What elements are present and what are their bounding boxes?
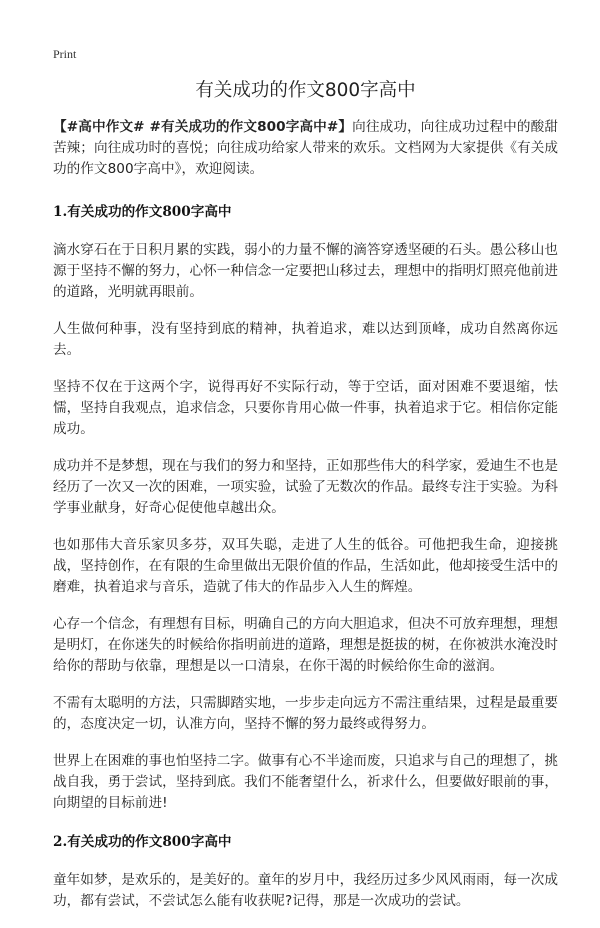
section-heading-2: 2.有关成功的作文800字高中: [53, 834, 232, 850]
section-1-paragraph-2: 人生做何种事，没有坚持到底的精神，执着追求，难以达到顶峰，成功自然离你远去。: [53, 321, 558, 358]
section-heading-1: 1.有关成功的作文800字高中: [53, 204, 232, 220]
print-link[interactable]: Print: [53, 47, 77, 61]
intro-paragraph: [53, 117, 558, 180]
section-1-paragraph-8: 世界上在困难的事也怕坚持二字。做事有心不半途而废，只追求与自己的理想了，挑战自我，勇于尝试，坚持到底。我们不能奢望什么，祈求什么，但要做好眼前的事，向期望的目标前进!: [53, 753, 558, 811]
section-1-paragraph-6: 心存一个信念，有理想有目标，明确自己的方向大胆追求，但决不可放弃理想，理想是明灯，在你迷失的时候给你指明前进的道路，理想是挺拔的树，在你被洪水淹没时给你的帮助与依靠，理想是以一口清泉，在你干渴的时候给你生命的滋润。: [53, 616, 558, 674]
section-1-paragraph-7: 不需有太聪明的方法，只需脚踏实地，一步步走向远方不需注重结果，过程是最重要的，态度决定一切，认准方向，坚持不懈的努力最终或得努力。: [53, 695, 558, 732]
section-2-paragraph-1: 童年如梦，是欢乐的，是美好的。童年的岁月中，我经历过多少风风雨雨，每一次成功，都有尝试，不尝试怎么能有收获呢?记得，那是一次成功的尝试。: [53, 872, 558, 909]
article-body: [53, 117, 558, 928]
section-1-paragraph-1: 滴水穿石在于日积月累的实践，弱小的力量不懈的滴答穿透坚硬的石头。愚公移山也源于坚持不懈的努力，心怀一种信念一定要把山移过去，理想中的指明灯照亮他前进的道路，光明就再眼前。: [53, 242, 558, 300]
section-1-paragraph-4: 成功并不是梦想，现在与我们的努力和坚持，正如那些伟大的科学家，爱迪生不也是经历了一次又一次的困难，一项实验，试验了无数次的作品。最终专注于实验。为科学事业献身，好奇心促使他卓越出众。: [53, 458, 558, 516]
section-1-paragraph-3: 坚持不仅在于这两个字，说得再好不实际行动，等于空话，面对困难不要退缩，怯懦，坚持自我观点，追求信念，只要你肯用心做一件事，执着追求于它。相信你定能成功。: [53, 379, 558, 437]
section-1-paragraph-5: 也如那伟大音乐家贝多芬，双耳失聪，走进了人生的低谷。可他把我生命，迎接挑战，坚持创作，在有限的生命里做出无限价值的作品，生活如此，他却接受生活中的磨难，执着追求与音乐，造就了伟大的作品步入人生的辉煌。: [53, 537, 558, 595]
intro-tags: 【#高中作文# #有关成功的作文800字高中#】: [53, 119, 353, 135]
intro-text: 向往成功，向往成功过程中的酸甜苦辣；向往成功时的喜悦；向往成功给家人带来的欢乐。文档网为大家提供《有关成功的作文800字高中》，欢迎阅读。: [53, 119, 558, 177]
page-title: 有关成功的作文800字高中: [195, 80, 416, 101]
